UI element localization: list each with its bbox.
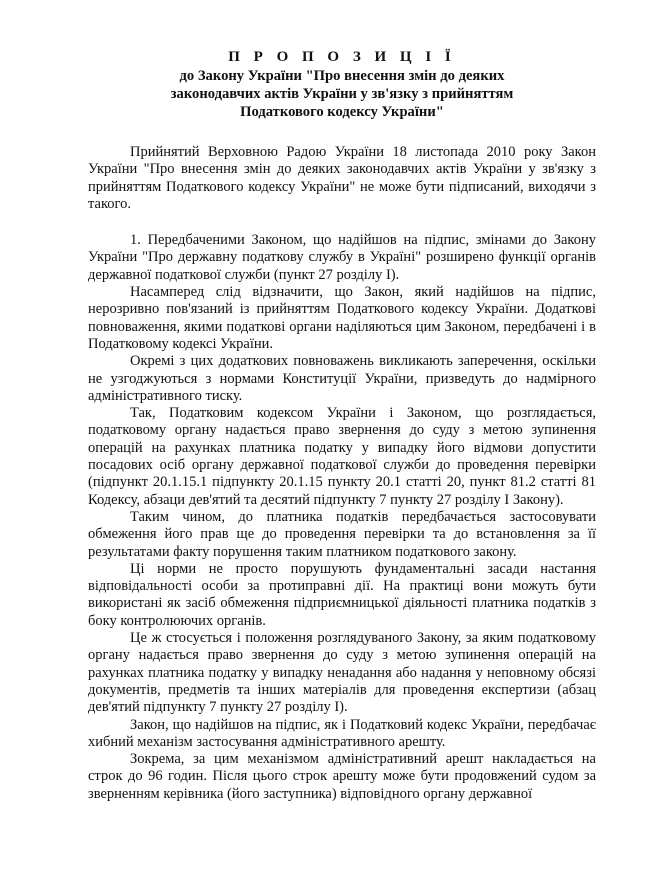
document-page xyxy=(88,48,596,803)
body-paragraph: Таким чином, до платника податків передбачається застосовувати обмеження його прав ще до проведення перевірки та до встановлення за її результатами факту порушення таким платником податкового закону. xyxy=(88,508,596,560)
body-paragraph: Це ж стосується і положення розглядуваного Закону, за яким податковому органу надається право звернення до суду з метою зупинення операцій на рахунках платника податку у випадку ненадання або надання у неповному обсязі документів, предметів та інших матеріалів для проведення експертизи (абзац дев'ятий підпункту 7 пункту 27 розділу І). xyxy=(88,630,596,716)
body-paragraph: Так, Податковим кодексом України і Законом, що розглядається, податковому органу надається право звернення до суду з метою зупинення операцій на рахунках платника податку у випадку його відмови допустити посадових осіб органу державної податкової служби до проведення перевірки (підпункт 20.1.15.1 підпункту 20.1.15 пункту 20.1 статті 20, пункт 81.2 статті 81 Кодексу, абзаци дев'ятий та десятий підпункту 7 пункту 27 розділу І Закону). xyxy=(88,405,596,508)
document-subtitle-line-3: Податкового кодексу України" xyxy=(240,104,444,120)
intro-paragraph: Прийнятий Верховною Радою України 18 листопада 2010 року Закон України "Про внесення змін до деяких законодавчих актів України у зв'язку з прийняттям Податкового кодексу України" не може бути підписаний, виходячи з такого. xyxy=(88,144,596,212)
document-title: П Р О П О З И Ц І Ї xyxy=(228,49,456,65)
body-paragraph: Насамперед слід відзначити, що Закон, який надійшов на підпис, нерозривно пов'язаний із прийняттям Податкового кодексу України. Додаткові повноваження, якими податкові органи наділяються цим Законом, передбачені і в Податковому кодексі України. xyxy=(88,284,596,352)
document-heading xyxy=(88,48,596,121)
body-paragraph: Окремі з цих додаткових повноважень викликають заперечення, оскільки не узгоджуються з нормами Конституції України, призведуть до надмірного адміністративного тиску. xyxy=(88,353,596,404)
body-paragraph: Зокрема, за цим механізмом адміністративний арешт накладається на строк до 96 годин. Після цього строк арешту може бути продовжений судом за зверненням керівника (його заступника) відповідного органу державної xyxy=(88,751,596,802)
body-paragraph: Ці норми не просто порушують фундаментальні засади настання відповідальності особи за протиправні дії. На практиці вони можуть бути використані як засіб обмеження підприємницької діяльності платника податків з боку контролюючих органів. xyxy=(88,560,596,629)
body-paragraph: Закон, що надійшов на підпис, як і Податковий кодекс України, передбачає хибний механізм застосування адміністративного арешту. xyxy=(88,716,596,750)
document-subtitle-line-1: до Закону України "Про внесення змін до деяких xyxy=(179,68,505,84)
document-body xyxy=(88,144,596,803)
body-paragraph: 1. Передбаченими Законом, що надійшов на підпис, змінами до Закону України "Про державну податкову службу в Україні" розширено функції органів державної податкової служби (пункт 27 розділу І). xyxy=(88,232,596,283)
document-subtitle-line-2: законодавчих актів України у зв'язку з прийняттям xyxy=(170,86,514,102)
